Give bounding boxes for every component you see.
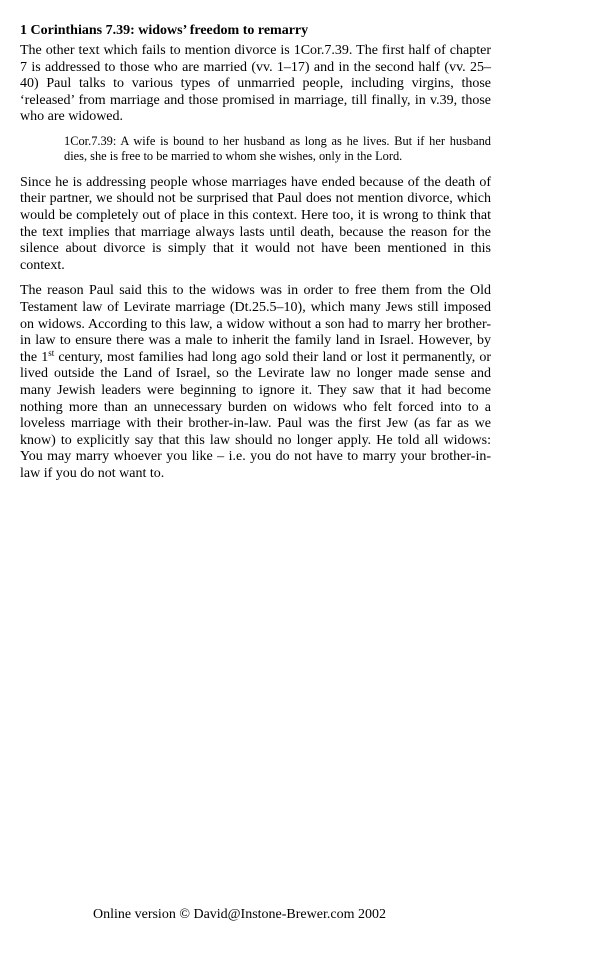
paragraph-intro: The other text which fails to mention divorce is 1Cor.7.39. The first half of chapter 7 is addressed to those who are married (vv. 1–17) and in the second half (vv. 25–40) Paul talks to various types of unmarried people, including virgins, those ‘released’ from marriage and those promised in marriage, till finally, in v.39, those who are widowed. — [20, 43, 491, 125]
paragraph-levirate — [20, 283, 491, 482]
footer-copyright: Online version © David@Instone-Brewer.com 2002 — [93, 907, 386, 922]
superscript-ordinal: st — [48, 347, 55, 358]
block-quote: 1Cor.7.39: A wife is bound to her husband as long as he lives. But if her husband dies, she is free to be married to whom she wishes, only in the Lord. — [64, 133, 491, 164]
paragraph-context: Since he is addressing people whose marriages have ended because of the death of their partner, we should not be surprised that Paul does not mention divorce, which would be completely out of place in this context. Here too, it is wrong to think that the text implies that marriage always lasts until death, because the reason for the silence about divorce is simply that it would not have been mentioned in this context. — [20, 174, 491, 273]
section-heading: 1 Corinthians 7.39: widows’ freedom to remarry — [20, 23, 309, 38]
paragraph-levirate-text-2: century, most families had long ago sold their land or lost it permanently, or lived outside the Land of Israel, so the Levirate law no longer made sense and many Jewish leaders were beginning to ignore it. They saw that it had become nothing more than an unnecessary burden on widows who felt forced into to a loveless marriage with their brother-in-law. Paul was the first Jew (as far as we know) to explicitly say that this law should no longer apply. He told all widows: You may marry whoever you like – i.e. you do not have to marry your brother-in-law if you do not want to. — [20, 349, 491, 481]
paragraph-levirate-text-1: The reason Paul said this to the widows was in order to free them from the Old Testament law of Levirate marriage (Dt.25.5–10), which many Jews still imposed on widows. According to this law, a widow without a son had to marry her brother-in law to ensure there was a male to inherit the family land in Israel. However, by the 1 — [20, 283, 491, 365]
document-body — [20, 22, 491, 482]
